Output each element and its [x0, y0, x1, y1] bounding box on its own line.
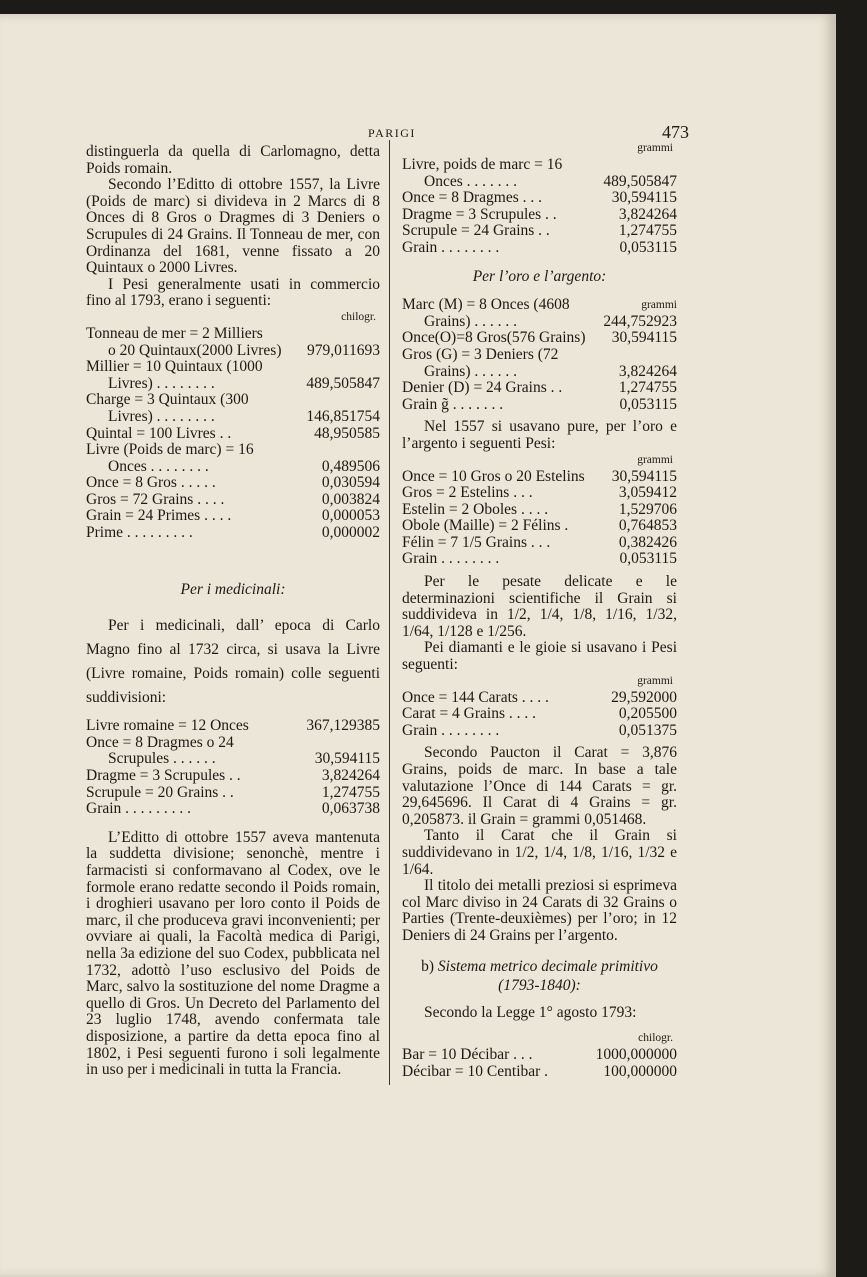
table-row: Quintal = 100 Livres . . 48,950585 — [86, 424, 380, 442]
section-years: (1793-1840): — [498, 976, 581, 994]
unit-label: chilogr. — [341, 310, 376, 323]
section-heading-b — [402, 957, 677, 995]
table-row: Scrupules . . . . . . 30,594115 — [108, 750, 380, 768]
table-row: Livre romaine = 12 Onces 367,129385 — [86, 717, 380, 735]
table-row: Once = 8 Gros . . . . . 0,030594 — [86, 474, 380, 492]
table-row: Scrupule = 20 Grains . . 1,274755 — [86, 783, 380, 801]
table-row: Tonneau de mer = 2 Milliers — [86, 325, 263, 342]
right-column — [402, 141, 677, 1086]
table-row: Grain . . . . . . . . 0,053115 — [402, 550, 677, 568]
table-row: Grain . . . . . . . . . 0,063738 — [86, 800, 380, 818]
table-row: Livre, poids de marc = 16 — [402, 157, 563, 173]
table-row: Onces . . . . . . . 489,505847 — [424, 172, 677, 190]
paragraph: Per le pesate delicate e le determinazioni scientifiche il Grain si suddivideva in 1/2, 1/4, 1/8, 1/16, 1/32, 1/64, 1/128 e 1/256. — [402, 573, 677, 640]
weights-table-diamonds — [402, 690, 677, 740]
table-row: Obole (Maille) = 2 Félins . 0,764853 — [402, 517, 677, 535]
table-row: Grains) . . . . . . 3,824264 — [424, 362, 677, 380]
weights-table-metric — [402, 1047, 677, 1080]
table-row: Once(O)=8 Gros(576 Grains) 30,594115 — [402, 329, 677, 347]
unit-label: grammi — [637, 674, 673, 687]
table-row: Gros = 72 Grains . . . . 0,003824 — [86, 490, 380, 508]
table-row: Millier = 10 Quintaux (1000 — [86, 359, 263, 376]
table-row: Once = 144 Carats . . . . 29,592000 — [402, 688, 677, 706]
paragraph: I Pesi generalmente usati in commercio fino al 1793, erano i seguenti: — [86, 275, 380, 310]
weights-table-gold-silver — [402, 297, 677, 413]
paragraph: Tanto il Carat che il Grain si suddividevano in 1/2, 1/4, 1/8, 1/16, 1/32 e 1/64. — [402, 827, 677, 878]
table-row: Dragme = 3 Scrupules . . 3,824264 — [86, 767, 380, 785]
paragraph: distinguerla da quella di Carlomagno, detta Poids romain. — [86, 143, 380, 177]
paragraph: Pei diamanti e le gioie si usavano i Pesi seguenti: — [402, 639, 677, 674]
left-column — [86, 144, 380, 1079]
unit-label: chilogr. — [638, 1032, 673, 1045]
table-row: Décibar = 10 Centibar . 100,000000 — [402, 1062, 677, 1080]
table-row: Charge = 3 Quintaux (300 — [86, 392, 249, 409]
paragraph: Secondo la Legge 1° agosto 1793: — [424, 1003, 637, 1021]
table-row: Marc (M) = 8 Onces (4608 grammi — [402, 297, 677, 314]
table-row: Once = 8 Dragmes . . . 30,594115 — [402, 189, 677, 207]
running-title: PARIGI — [368, 126, 416, 140]
paragraph: Secondo l’Editto di ottobre 1557, la Livre (Poids de marc) si divideva in 2 Marcs di 8 Onces di 8 Gros o Dragmes di 3 Deniers o Scrupules di 24 Grains. Il Tonneau de mer, con Ordinanza del 1681, venne fissato a 20 Quintaux o 2000 Livres. — [86, 176, 380, 277]
table-row: Prime . . . . . . . . . 0,000002 — [86, 524, 380, 542]
table-row: Denier (D) = 24 Grains . . 1,274755 — [402, 379, 677, 397]
table-row: Grain g̃ . . . . . . . 0,053115 — [402, 395, 677, 413]
section-title: Sistema metrico decimale primitivo — [437, 957, 658, 975]
table-row: o 20 Quintaux(2000 Livres) 979,011693 — [108, 341, 380, 359]
weights-table-medicinal — [86, 718, 380, 818]
section-heading: Per i medicinali: — [180, 580, 286, 598]
paragraph: Secondo Paucton il Carat = 3,876 Grains, poids de marc. In base a tale valutazione l’Once di 144 Carats = gr. 29,645696. Il Carat di 4 Grains = gr. 0,205873. il Grain = grammi 0,051468. — [402, 744, 677, 828]
paragraph: Nel 1557 si usavano pure, per l’oro e l’argento i seguenti Pesi: — [402, 418, 677, 452]
table-row: Carat = 4 Grains . . . . 0,205500 — [402, 705, 677, 723]
weights-table-1557 — [402, 469, 677, 569]
paragraph: Il titolo dei metalli preziosi si esprimeva col Marc diviso in 24 Carats di 32 Grains o Parties (Trente-deuxièmes) per l’oro; in 12 Deniers di 24 Grains per l’argento. — [402, 877, 677, 944]
paragraph: Per i medicinali, dall’ epoca di Carlo Magno fino al 1732 circa, si usava la Livre (Livre romaine, Poids romain) colle seguenti suddivisioni: — [86, 617, 380, 707]
table-row: Grain . . . . . . . . 0,053115 — [402, 238, 677, 256]
table-row: Gros = 2 Estelins . . . 3,059412 — [402, 484, 677, 502]
table-row: Grains) . . . . . . 244,752923 — [424, 312, 677, 330]
table-row: Livres) . . . . . . . . 146,851754 — [108, 407, 380, 425]
section-heading: Per l’oro e l’argento: — [472, 267, 607, 285]
table-row: Estelin = 2 Oboles . . . . 1,529706 — [402, 500, 677, 518]
page-number: 473 — [662, 122, 689, 142]
column-divider — [389, 140, 390, 1085]
table-row: Félin = 7 1/5 Grains . . . 0,382426 — [402, 533, 677, 551]
table-row: Bar = 10 Décibar . . . 1000,000000 — [402, 1046, 677, 1064]
table-row: Once = 10 Gros o 20 Estelins 30,594115 — [402, 467, 677, 485]
unit-label: grammi — [637, 453, 673, 466]
weights-table-marc — [402, 157, 677, 257]
unit-label: grammi — [637, 142, 673, 154]
table-row: Once = 8 Dragmes o 24 — [86, 734, 234, 751]
weights-table-commerce — [86, 326, 380, 542]
table-row: Livre (Poids de marc) = 16 — [86, 442, 254, 459]
section-label: b) — [421, 957, 435, 975]
table-row: Gros (G) = 3 Deniers (72 — [402, 346, 559, 363]
table-row: Livres) . . . . . . . . 489,505847 — [108, 374, 380, 392]
table-row: Onces . . . . . . . . 0,489506 — [108, 457, 380, 475]
table-row: Dragme = 3 Scrupules . . 3,824264 — [402, 205, 677, 223]
paragraph: L’Editto di ottobre 1557 aveva mantenuta la suddetta divisione; senonchè, mentre i farmacisti si conformavano al Codex, ove le formole erano redatte secondo il Poids romain, i droghieri usavano per loro conto il Poids de marc, il che produceva gravi inconvenienti; per ovviare ai quali, la Facoltà medica di Parigi, nella 3a edizione del suo Codex, pubblicata nel 1732, adottò l’uso esclusivo del Poids de Marc, salvo la sostituzione del nome Dragme a quello di Gros. Un Decreto del Parlamento del 23 luglio 1748, avendo confermata tale disposizione, a partire da detta epoca fino al 1802, i Pesi seguenti furono i soli legalmente in uso per i medicinali in tutta la Francia. — [86, 828, 380, 1079]
table-row: Grain . . . . . . . . 0,051375 — [402, 721, 677, 739]
table-row: Scrupule = 24 Grains . . 1,274755 — [402, 222, 677, 240]
table-row: Grain = 24 Primes . . . . 0,000053 — [86, 507, 380, 525]
